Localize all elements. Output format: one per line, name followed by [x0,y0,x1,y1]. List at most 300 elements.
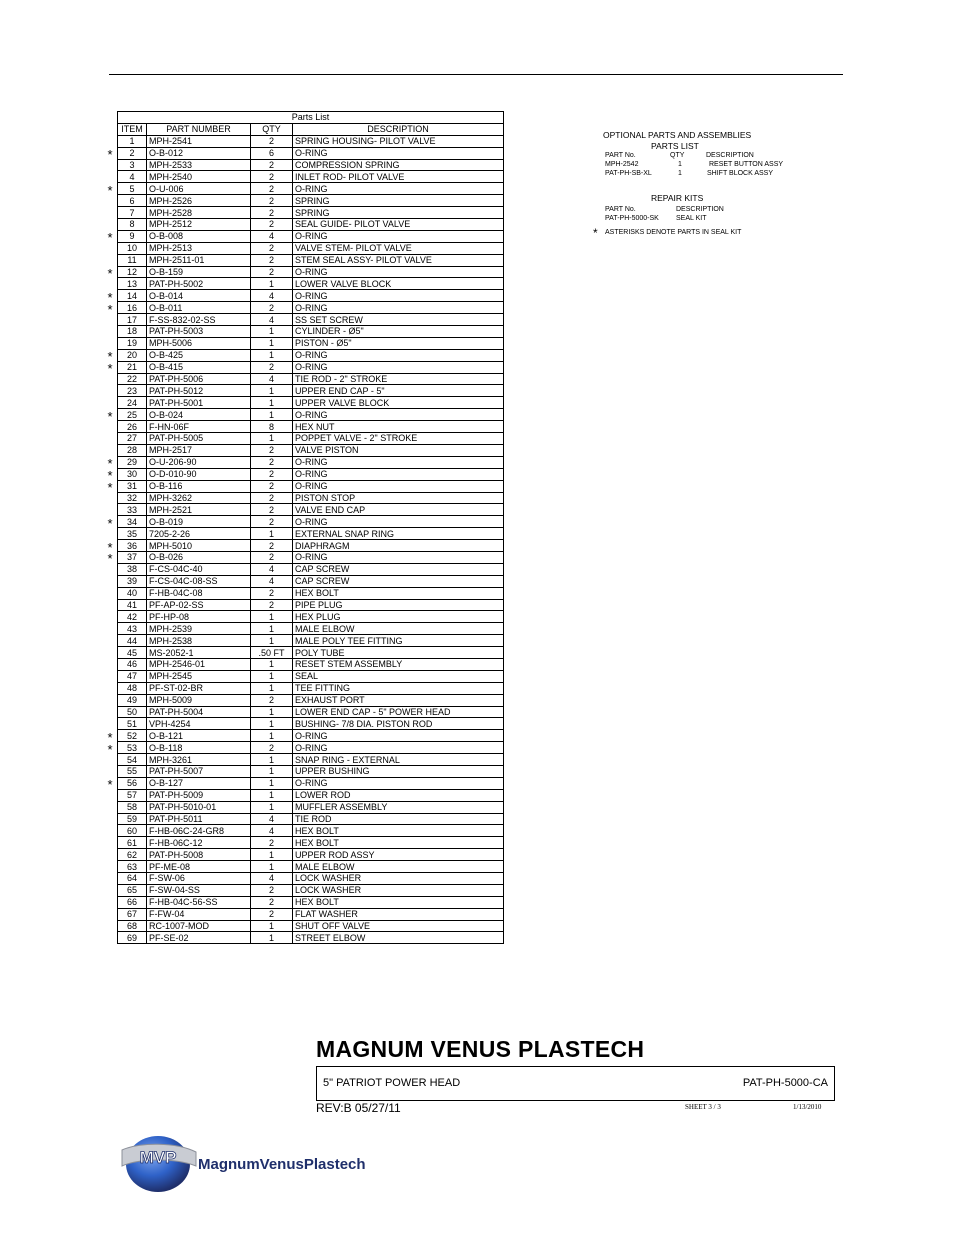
optional-row-part: PAT-PH-SB-XL [605,170,652,177]
table-row [118,623,504,635]
table-row [118,516,504,528]
part-description-cell: COMPRESSION SPRING [293,159,504,171]
part-description-cell: DIAPHRAGM [293,540,504,552]
part-qty-cell: 1 [251,433,293,445]
part-item-cell: 53 [118,742,147,754]
part-description-cell: PISTON STOP [293,492,504,504]
part-number-cell: O-B-425 [147,349,251,361]
seal-kit-asterisk: * [107,349,113,365]
part-number-cell: MPH-2539 [147,623,251,635]
optional-row-part: MPH-2542 [605,161,639,168]
part-number-cell: F-SS-832-02-SS [147,314,251,326]
part-number-cell: O-B-026 [147,551,251,563]
table-row [118,789,504,801]
table-row [118,433,504,445]
part-description-cell: STREET ELBOW [293,932,504,944]
part-item-cell: 7 [118,207,147,219]
part-item-cell: 28 [118,444,147,456]
part-qty-cell: 1 [251,278,293,290]
part-item-cell: 9 [118,230,147,242]
part-number-cell: O-B-127 [147,777,251,789]
seal-kit-asterisk: * [107,147,113,163]
part-number-cell: MPH-2521 [147,504,251,516]
part-number-cell: 7205-2-26 [147,528,251,540]
part-number-cell: F-HB-06C-12 [147,837,251,849]
part-number-cell: PAT-PH-5008 [147,849,251,861]
part-item-cell: 12 [118,266,147,278]
part-description-cell: HEX BOLT [293,587,504,599]
part-number-cell: PAT-PH-5010-01 [147,801,251,813]
part-description-cell: HEX BOLT [293,825,504,837]
part-description-cell: INLET ROD- PILOT VALVE [293,171,504,183]
table-row [118,444,504,456]
part-item-cell: 13 [118,278,147,290]
part-item-cell: 62 [118,849,147,861]
part-description-cell: UPPER ROD ASSY [293,849,504,861]
repair-row-desc: SEAL KIT [676,215,707,222]
part-item-cell: 3 [118,159,147,171]
part-description-cell: UPPER END CAP - 5" [293,385,504,397]
part-description-cell: HEX BOLT [293,896,504,908]
part-qty-cell: 2 [251,468,293,480]
part-item-cell: 8 [118,219,147,231]
table-row [118,777,504,789]
part-number-cell: O-B-159 [147,266,251,278]
part-item-cell: 38 [118,563,147,575]
table-row [118,504,504,516]
table-row [118,718,504,730]
part-item-cell: 19 [118,337,147,349]
part-item-cell: 1 [118,135,147,147]
part-item-cell: 6 [118,195,147,207]
part-qty-cell: 2 [251,195,293,207]
part-description-cell: O-RING [293,183,504,195]
repair-header-part-no: PART No. [605,206,636,213]
part-description-cell: EXHAUST PORT [293,694,504,706]
part-number-cell: MS-2052-1 [147,647,251,659]
part-item-cell: 68 [118,920,147,932]
part-qty-cell: 2 [251,135,293,147]
part-number-cell: O-B-118 [147,742,251,754]
optional-row-qty: 1 [678,161,682,168]
part-qty-cell: 2 [251,480,293,492]
part-description-cell: TEE FITTING [293,682,504,694]
table-row [118,884,504,896]
table-row [118,587,504,599]
logo-badge-text: MVP [139,1148,177,1167]
table-row [118,849,504,861]
part-qty-cell: 2 [251,444,293,456]
table-row [118,385,504,397]
part-qty-cell: 2 [251,254,293,266]
part-item-cell: 5 [118,183,147,195]
table-row [118,349,504,361]
mvp-globe-icon [118,1128,198,1194]
part-item-cell: 39 [118,575,147,587]
part-qty-cell: 2 [251,207,293,219]
part-description-cell: UPPER BUSHING [293,765,504,777]
part-number-cell: PAT-PH-5006 [147,373,251,385]
part-description-cell: HEX NUT [293,421,504,433]
part-description-cell: LOWER ROD [293,789,504,801]
parts-list-table [117,111,504,944]
table-row [118,551,504,563]
part-description-cell: O-RING [293,730,504,742]
part-item-cell: 69 [118,932,147,944]
part-qty-cell: 1 [251,706,293,718]
table-row [118,635,504,647]
part-description-cell: O-RING [293,147,504,159]
seal-kit-asterisk: * [107,729,113,745]
part-number-cell: O-B-116 [147,480,251,492]
part-description-cell: O-RING [293,456,504,468]
part-description-cell: MALE ELBOW [293,861,504,873]
part-description-cell: CYLINDER - Ø5" [293,326,504,338]
part-qty-cell: 4 [251,873,293,885]
table-row [118,242,504,254]
part-item-cell: 31 [118,480,147,492]
part-item-cell: 22 [118,373,147,385]
table-row [118,694,504,706]
part-number-cell: O-U-006 [147,183,251,195]
part-description-cell: HEX BOLT [293,837,504,849]
part-number-cell: MPH-3261 [147,754,251,766]
part-qty-cell: 2 [251,908,293,920]
part-item-cell: 34 [118,516,147,528]
table-row [118,456,504,468]
table-row [118,361,504,373]
part-qty-cell: 2 [251,599,293,611]
repair-kits-title: REPAIR KITS [651,193,704,203]
part-number-cell: PAT-PH-5001 [147,397,251,409]
part-qty-cell: 4 [251,290,293,302]
part-item-cell: 27 [118,433,147,445]
seal-kit-asterisk: * [107,289,113,305]
part-item-cell: 49 [118,694,147,706]
part-qty-cell: 4 [251,563,293,575]
part-qty-cell: 2 [251,516,293,528]
seal-kit-asterisk: * [107,539,113,555]
seal-kit-asterisk: * [107,777,113,793]
part-qty-cell: 2 [251,884,293,896]
part-description-cell: CAP SCREW [293,563,504,575]
part-qty-cell: 1 [251,932,293,944]
part-item-cell: 29 [118,456,147,468]
table-row [118,326,504,338]
parts-list-title: Parts List [118,112,504,124]
part-item-cell: 57 [118,789,147,801]
part-number-cell: MPH-3262 [147,492,251,504]
part-qty-cell: 1 [251,658,293,670]
table-row [118,480,504,492]
table-row [118,207,504,219]
part-description-cell: LOCK WASHER [293,873,504,885]
part-qty-cell: 1 [251,409,293,421]
part-item-cell: 59 [118,813,147,825]
part-number-cell: MPH-2517 [147,444,251,456]
part-qty-cell: 1 [251,611,293,623]
part-item-cell: 43 [118,623,147,635]
seal-kit-asterisk: * [107,480,113,496]
part-qty-cell: 4 [251,813,293,825]
table-row [118,765,504,777]
part-number-cell: MPH-2538 [147,635,251,647]
part-number-cell: F-CS-04C-40 [147,563,251,575]
optional-header-qty: QTY [670,152,685,159]
part-number-cell: PAT-PH-5004 [147,706,251,718]
part-item-cell: 24 [118,397,147,409]
part-description-cell: VALVE END CAP [293,504,504,516]
part-item-cell: 16 [118,302,147,314]
table-row [118,302,504,314]
part-number-cell: O-U-206-90 [147,456,251,468]
part-item-cell: 11 [118,254,147,266]
part-item-cell: 47 [118,670,147,682]
part-description-cell: PISTON - Ø5" [293,337,504,349]
part-qty-cell: 1 [251,337,293,349]
part-description-cell: O-RING [293,349,504,361]
part-qty-cell: 1 [251,349,293,361]
column-header-part-number: PART NUMBER [147,123,251,135]
part-qty-cell: 1 [251,682,293,694]
part-qty-cell: 4 [251,575,293,587]
optional-header-description: DESCRIPTION [706,152,754,159]
part-description-cell: POPPET VALVE - 2" STROKE [293,433,504,445]
part-qty-cell: 2 [251,896,293,908]
table-row [118,896,504,908]
optional-row-qty: 1 [678,170,682,177]
part-number-cell: MPH-2526 [147,195,251,207]
table-row [118,421,504,433]
part-item-cell: 51 [118,718,147,730]
part-item-cell: 55 [118,765,147,777]
part-number-cell: PAT-PH-5011 [147,813,251,825]
part-item-cell: 64 [118,873,147,885]
part-qty-cell: 1 [251,777,293,789]
part-qty-cell: 1 [251,789,293,801]
table-row [118,409,504,421]
optional-parts-list-title: PARTS LIST [651,141,699,151]
part-number-cell: O-B-415 [147,361,251,373]
part-item-cell: 45 [118,647,147,659]
part-number-cell: F-SW-04-SS [147,884,251,896]
part-qty-cell: 2 [251,492,293,504]
seal-kit-note: ASTERISKS DENOTE PARTS IN SEAL KIT [605,229,742,236]
table-row [118,861,504,873]
optional-heading: OPTIONAL PARTS AND ASSEMBLIES [603,130,752,140]
part-description-cell: POLY TUBE [293,647,504,659]
table-row [118,825,504,837]
logo-wordmark: MagnumVenusPlastech [198,1156,366,1173]
part-qty-cell: 2 [251,159,293,171]
part-description-cell: MALE POLY TEE FITTING [293,635,504,647]
table-row [118,171,504,183]
part-item-cell: 41 [118,599,147,611]
part-number-cell: PAT-PH-5003 [147,326,251,338]
part-description-cell: PIPE PLUG [293,599,504,611]
repair-header-description: DESCRIPTION [676,206,724,213]
part-item-cell: 32 [118,492,147,504]
table-row [118,647,504,659]
optional-header-part-no: PART No. [605,152,636,159]
part-number-cell: MPH-2511-01 [147,254,251,266]
table-row [118,540,504,552]
part-description-cell: SPRING HOUSING- PILOT VALVE [293,135,504,147]
part-number-cell: RC-1007-MOD [147,920,251,932]
part-qty-cell: 4 [251,230,293,242]
part-qty-cell: 1 [251,623,293,635]
part-description-cell: O-RING [293,266,504,278]
part-number-cell: MPH-2512 [147,219,251,231]
part-item-cell: 50 [118,706,147,718]
part-description-cell: TIE ROD - 2" STROKE [293,373,504,385]
table-row [118,837,504,849]
part-number-cell: PAT-PH-5005 [147,433,251,445]
part-qty-cell: 2 [251,266,293,278]
table-row [118,195,504,207]
part-description-cell: STEM SEAL ASSY- PILOT VALVE [293,254,504,266]
seal-kit-asterisk: * [107,456,113,472]
part-number-cell: MPH-2541 [147,135,251,147]
table-row [118,314,504,326]
part-description-cell: SS SET SCREW [293,314,504,326]
part-number-cell: MPH-5006 [147,337,251,349]
part-qty-cell: 2 [251,551,293,563]
optional-row-desc: RESET BUTTON ASSY [709,161,784,168]
table-row [118,528,504,540]
table-row [118,932,504,944]
part-qty-cell: 2 [251,361,293,373]
part-qty-cell: 1 [251,765,293,777]
part-number-cell: PAT-PH-5009 [147,789,251,801]
part-qty-cell: 2 [251,302,293,314]
part-qty-cell: 2 [251,242,293,254]
part-number-cell: O-D-010-90 [147,468,251,480]
part-number-cell: F-SW-06 [147,873,251,885]
table-row [118,230,504,242]
part-description-cell: SPRING [293,195,504,207]
part-number-cell: F-HN-06F [147,421,251,433]
part-qty-cell: 2 [251,504,293,516]
part-qty-cell: 2 [251,171,293,183]
part-qty-cell: 1 [251,528,293,540]
part-number-cell: O-B-121 [147,730,251,742]
part-description-cell: LOWER VALVE BLOCK [293,278,504,290]
part-item-cell: 67 [118,908,147,920]
part-item-cell: 66 [118,896,147,908]
column-header-item: ITEM [118,123,147,135]
seal-kit-asterisk: * [107,408,113,424]
optional-row-desc: SHIFT BLOCK ASSY [707,170,774,177]
table-row [118,908,504,920]
part-item-cell: 44 [118,635,147,647]
part-number-cell: MPH-2513 [147,242,251,254]
part-number-cell: MPH-2533 [147,159,251,171]
part-number-cell: MPH-5009 [147,694,251,706]
table-row [118,575,504,587]
seal-kit-asterisk: * [107,551,113,567]
part-number-cell: PAT-PH-5012 [147,385,251,397]
part-item-cell: 37 [118,551,147,563]
column-header-description: DESCRIPTION [293,123,504,135]
part-description-cell: O-RING [293,230,504,242]
table-row [118,611,504,623]
part-description-cell: SNAP RING - EXTERNAL [293,754,504,766]
seal-kit-asterisk: * [107,468,113,484]
part-number-cell: O-B-008 [147,230,251,242]
part-number-cell: MPH-2546-01 [147,658,251,670]
table-row [118,147,504,159]
part-description-cell: SPRING [293,207,504,219]
part-number-cell: MPH-2545 [147,670,251,682]
part-description-cell: TIE ROD [293,813,504,825]
part-description-cell: O-RING [293,777,504,789]
table-row [118,742,504,754]
part-description-cell: CAP SCREW [293,575,504,587]
part-item-cell: 18 [118,326,147,338]
seal-kit-asterisk: * [107,741,113,757]
part-number-cell: F-HB-06C-24-GR8 [147,825,251,837]
part-number-cell: O-B-011 [147,302,251,314]
part-number-cell: PF-ME-08 [147,861,251,873]
table-row [118,599,504,611]
part-description-cell: LOWER END CAP - 5" POWER HEAD [293,706,504,718]
part-qty-cell: 1 [251,920,293,932]
part-item-cell: 20 [118,349,147,361]
part-number-cell: MPH-5010 [147,540,251,552]
seal-kit-asterisk: * [107,230,113,246]
part-qty-cell: 1 [251,861,293,873]
part-number-cell: F-FW-04 [147,908,251,920]
seal-kit-asterisk: * [107,301,113,317]
part-item-cell: 61 [118,837,147,849]
seal-kit-asterisk: * [107,182,113,198]
part-description-cell: RESET STEM ASSEMBLY [293,658,504,670]
optional-parts-block [593,130,784,240]
part-item-cell: 30 [118,468,147,480]
table-row [118,468,504,480]
part-qty-cell: 1 [251,385,293,397]
part-number-cell: PF-ST-02-BR [147,682,251,694]
part-item-cell: 2 [118,147,147,159]
part-description-cell: SEAL [293,670,504,682]
part-qty-cell: 8 [251,421,293,433]
part-description-cell: VALVE STEM- PILOT VALVE [293,242,504,254]
part-number-cell: O-B-014 [147,290,251,302]
part-qty-cell: 6 [251,147,293,159]
part-qty-cell: 1 [251,670,293,682]
part-qty-cell: 1 [251,397,293,409]
part-description-cell: FLAT WASHER [293,908,504,920]
part-description-cell: LOCK WASHER [293,884,504,896]
table-row [118,183,504,195]
part-number-cell: O-B-019 [147,516,251,528]
table-row [118,873,504,885]
part-qty-cell: 2 [251,587,293,599]
table-row [118,290,504,302]
table-row [118,754,504,766]
table-row [118,266,504,278]
part-description-cell: MUFFLER ASSEMBLY [293,801,504,813]
part-qty-cell: 2 [251,540,293,552]
table-row [118,730,504,742]
part-description-cell: EXTERNAL SNAP RING [293,528,504,540]
table-row [118,801,504,813]
sheet-number: SHEET 3 / 3 [685,1103,721,1111]
part-number-cell: PAT-PH-5007 [147,765,251,777]
part-description-cell: BUSHING- 7/8 DIA. PISTON ROD [293,718,504,730]
table-row [118,920,504,932]
